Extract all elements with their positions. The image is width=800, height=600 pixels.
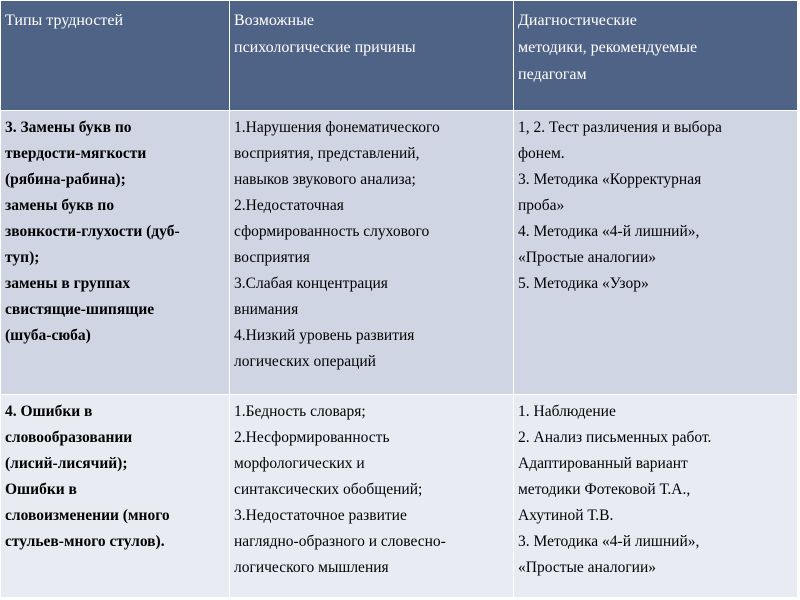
cell-text-line: проба»: [518, 197, 565, 214]
header-causes: [230, 1, 514, 111]
cell-psychological-causes: [230, 111, 514, 395]
cell-text-line: замены в группах: [5, 275, 131, 292]
cell-text-line: Диагностические: [518, 12, 637, 29]
cell-text-line: восприятия, представлений,: [234, 145, 420, 162]
cell-difficulty-type: [1, 395, 230, 598]
cell-text-line: Типы трудностей: [5, 12, 124, 29]
cell-text-line: 2.Недостаточная: [234, 197, 344, 214]
cell-text-line: 3. Методика «4-й лишний»,: [518, 533, 700, 550]
cell-text-line: «Простые аналогии»: [518, 249, 657, 266]
cell-text-line: Ахутиной Т.В.: [518, 507, 614, 524]
cell-text-line: 1.Бедность словаря;: [234, 403, 366, 420]
cell-text-line: восприятия: [234, 249, 310, 266]
cell-text-line: психологические причины: [234, 39, 416, 56]
cell-text-line: 2. Анализ письменных работ.: [518, 429, 712, 446]
header-row: [1, 1, 798, 111]
cell-text-line: словообразовании: [5, 429, 133, 446]
cell-text-line: морфологических и: [234, 455, 365, 472]
cell-diagnostic-methods: [514, 111, 798, 395]
cell-text-line: словоизменении (много: [5, 507, 170, 524]
cell-text-line: фонем.: [518, 145, 565, 162]
cell-text-line: логических операций: [234, 353, 376, 370]
cell-text-line: наглядно-образного и словесно-: [234, 533, 446, 550]
header-methods: [514, 1, 798, 111]
cell-text-line: навыков звукового анализа;: [234, 171, 416, 188]
cell-text-line: 1. Наблюдение: [518, 403, 616, 420]
cell-text-line: 3. Замены букв по: [5, 119, 132, 136]
cell-text-line: стульев-много стулов).: [5, 533, 165, 550]
cell-text-line: звонкости-глухости (дуб-: [5, 223, 180, 240]
cell-text-line: внимания: [234, 301, 299, 318]
cell-text-line: 1.Нарушения фонематического: [234, 119, 440, 136]
cell-text-line: 3.Недостаточное развитие: [234, 507, 407, 524]
cell-text-line: сформированность слухового: [234, 223, 430, 240]
table-row: [1, 111, 798, 395]
cell-psychological-causes: [230, 395, 514, 598]
cell-text-line: (рябина-рабина);: [5, 171, 126, 188]
cell-text-line: 4. Ошибки в: [5, 403, 93, 420]
cell-text-line: Адаптированный вариант: [518, 455, 688, 472]
cell-text-line: педагогам: [518, 66, 587, 83]
cell-text-line: Ошибки в: [5, 481, 77, 498]
cell-text-line: 4. Методика «4-й лишний»,: [518, 223, 700, 240]
cell-text-line: методики Фотековой Т.А.,: [518, 481, 691, 498]
cell-text-line: 3. Методика «Корректурная: [518, 171, 702, 188]
cell-text-line: 1, 2. Тест различения и выбора: [518, 119, 722, 136]
cell-text-line: методики, рекомендуемые: [518, 39, 698, 56]
cell-difficulty-type: [1, 111, 230, 395]
table-row: [1, 395, 798, 598]
cell-text-line: твердости-мягкости: [5, 145, 147, 162]
cell-text-line: синтаксических обобщений;: [234, 481, 423, 498]
cell-diagnostic-methods: [514, 395, 798, 598]
cell-text-line: замены букв по: [5, 197, 115, 214]
cell-text-line: 5. Методика «Узор»: [518, 275, 649, 292]
cell-text-line: туп);: [5, 249, 40, 266]
cell-text-line: логического мышления: [234, 559, 389, 576]
cell-text-line: (шуба-сюба): [5, 327, 91, 344]
cell-text-line: 2.Несформированность: [234, 429, 390, 446]
cell-text-line: 4.Низкий уровень развития: [234, 327, 415, 344]
cell-text-line: «Простые аналогии»: [518, 559, 657, 576]
cell-text-line: (лисий-лисячий);: [5, 455, 128, 472]
cell-text-line: Возможные: [234, 12, 314, 29]
cell-text-line: 3.Слабая концентрация: [234, 275, 388, 292]
header-types: [1, 1, 230, 111]
cell-text-line: свистящие-шипящие: [5, 301, 155, 318]
